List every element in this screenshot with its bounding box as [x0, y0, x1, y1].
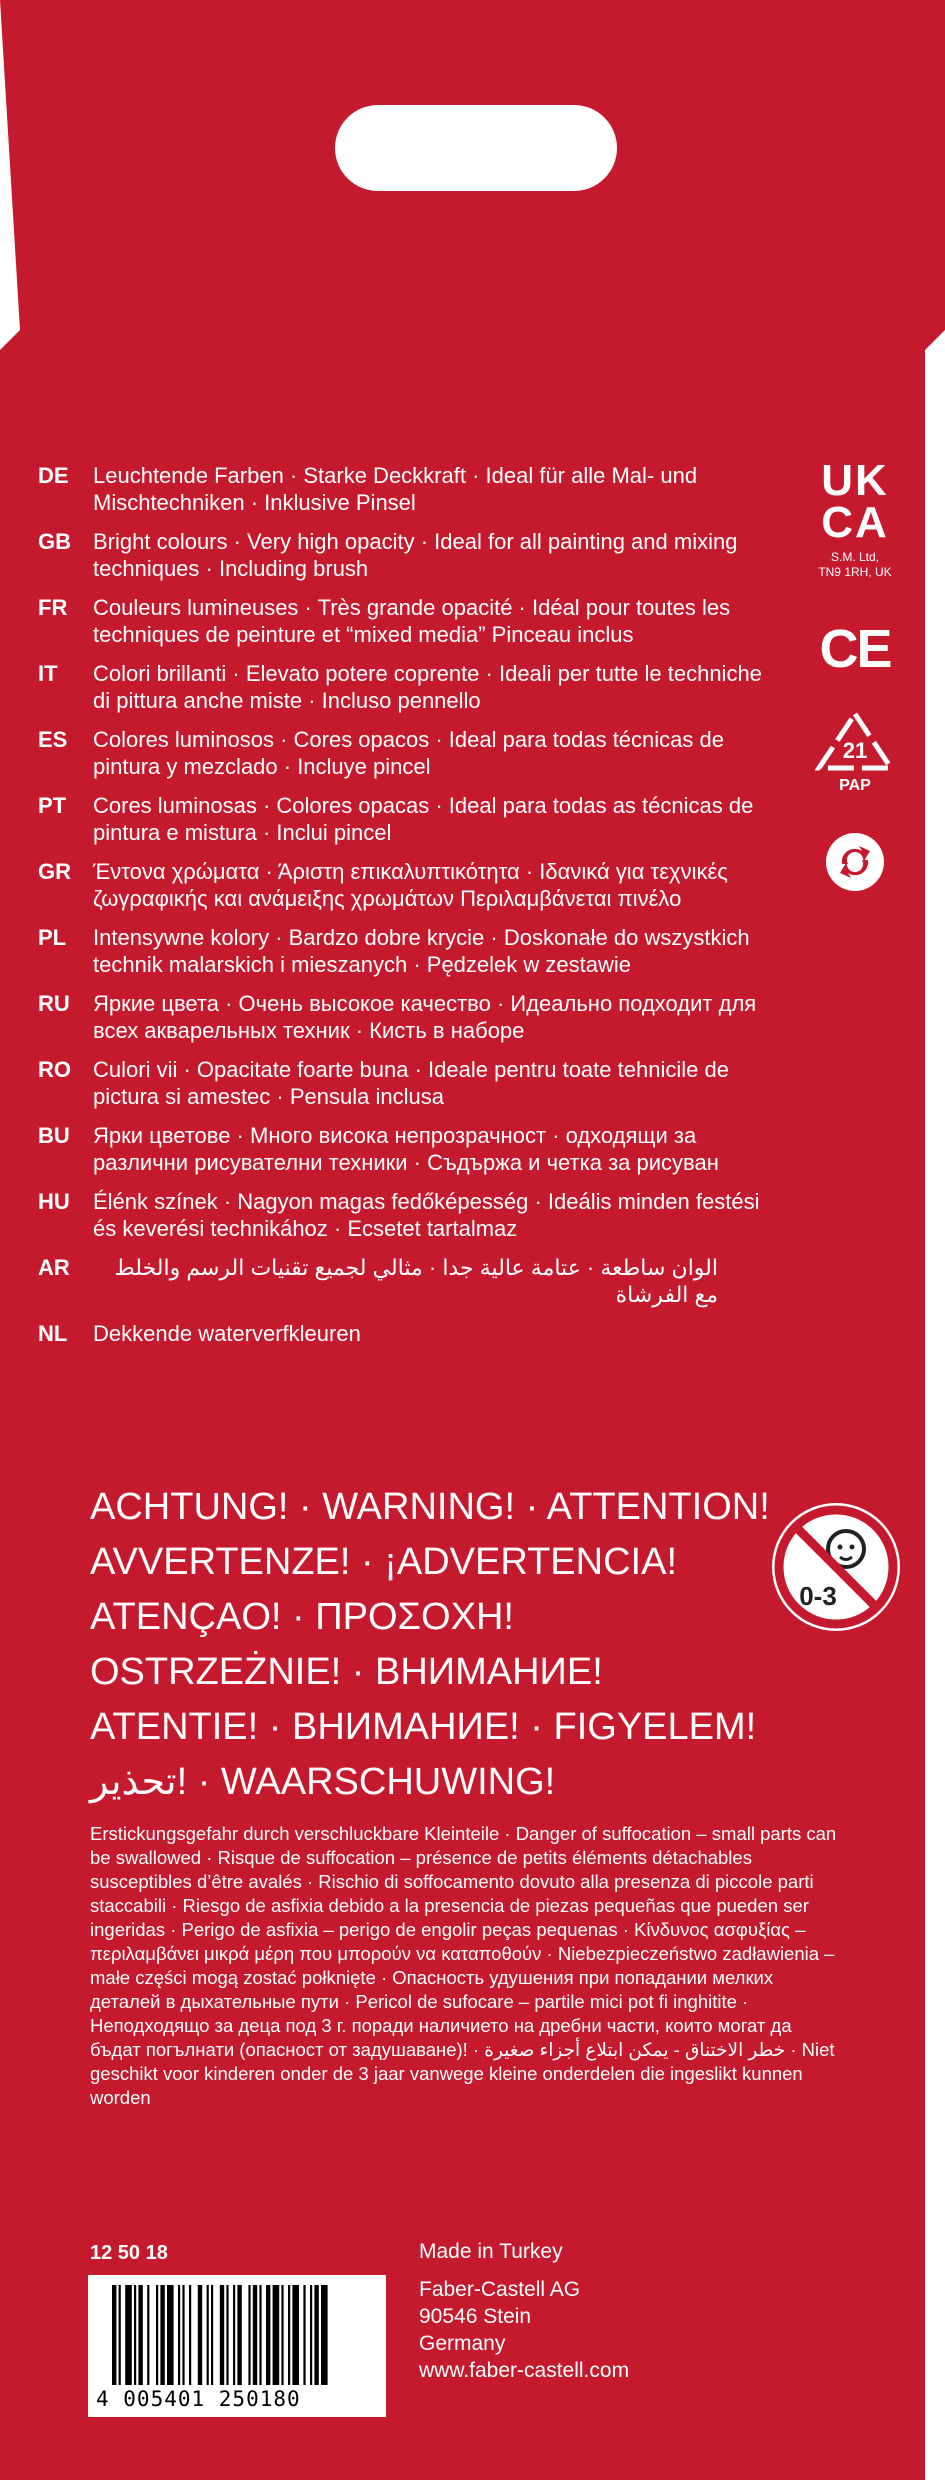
language-code: HU [38, 1189, 70, 1214]
language-code: DE [38, 463, 69, 488]
language-text: Cores luminosas · Colores opacas · Ideal para todas as técnicas de pintura e mistura · Inclui pincel [93, 793, 754, 845]
hang-hole [335, 105, 617, 191]
language-text: Ярки цветове · Много висока непрозрачност · одходящи за различни рисувателни техники · Съдържа и четка за рисуван [93, 1123, 719, 1175]
language-row-gr [38, 858, 778, 912]
warning-headings [90, 1480, 780, 1810]
barcode-bar [281, 2285, 283, 2385]
language-row-pl [38, 924, 778, 978]
language-text: Élénk színek · Nagyon magas fedőképesség · Ideális minden festési és keverési technikához · Ecsetet tartalmaz [93, 1189, 760, 1241]
barcode-bar [314, 2285, 318, 2385]
warning-line: ATENÇAO! · ΠΡΟΣΟΧΗ! [90, 1596, 514, 1638]
language-code: PT [38, 793, 67, 818]
barcode-bar [125, 2285, 132, 2385]
barcode-bar [189, 2285, 191, 2385]
barcode-bar [259, 2285, 261, 2385]
company-city: 90546 Stein [419, 2305, 532, 2328]
language-text: Couleurs lumineuses · Très grande opacité · Idéal pour toutes les techniques de peinture et “mixed media” Pinceau inclus [93, 595, 731, 647]
barcode-bar [237, 2285, 241, 2385]
choking-hazard-text: Erstickungsgefahr durch verschluckbare Kleinteile · Danger of suffocation – small parts can be swallowed · Risque de suffocation – présence de petits éléments détachables susceptibles d’être avalés · Rischio di soffocamento dovuto alla presenza di piccole parti staccabili · Riesgo de asfixia debido a la presencia de piezas pequeñas que pueden ser ingeridas · Perigo de asfixia – perigo de engolir peças pequenas · Κίνδυνος ασφυξίας – περιλαμβάνει μικρά μέρη που μπορούν να καταποθούν · Niebezpieczeństwo zadławienia – małe części mogą zostać połknięte · Опасность удушения при попадании мелких деталей в дыхательные пути · Pericol de sufocare – partile mici pot fi inghitite · Неподходящо за деца под 3 г. поради наличието на дребни части, които могат да бъдат погълнати (опасност от задушаване)! · خطر الاختناق - يمكن ابتلاع أجزاء صغيرة · Niet geschikt voor kinderen onder de 3 jaar vanwege kleine onderdelen die ingeslikt kunnen worden [90, 1823, 837, 2108]
warning-line: AVVERTENZE! · ¡ADVERTENCIA! [90, 1541, 677, 1583]
barcode-bar [198, 2285, 202, 2385]
barcode [88, 2275, 386, 2417]
barcode-bar [207, 2285, 209, 2385]
pap-symbol [790, 710, 920, 795]
barcode-bar [220, 2285, 224, 2385]
article-number: 12 50 18 [90, 2242, 168, 2264]
company-country: Germany [419, 2332, 506, 2355]
no-under-3-icon [766, 1497, 906, 1637]
barcode-bar [211, 2285, 213, 2385]
barcode-bar [273, 2285, 280, 2385]
barcode-bar [182, 2285, 184, 2385]
barcode-number: 4 005401 250180 [96, 2387, 301, 2411]
barcode-bar [156, 2285, 158, 2385]
language-text: Dekkende waterverfkleuren [93, 1321, 361, 1346]
language-text: Έντονα χρώματα · Άριστη επικαλυπτικότητα · Ιδανικά για τεχνικές ζωγραφικής και ανάμειξης χρωμάτων Περιλαμβάνεται πινέλο [93, 859, 728, 911]
language-text: Leuchtende Farben · Starke Deckkraft · Ideal für alle Mal- und Mischtechniken · Inklusive Pinsel [93, 463, 698, 515]
pap-label: PAP [839, 777, 871, 794]
green-dot-icon [824, 831, 886, 893]
green-dot-mark [790, 831, 920, 893]
language-code: GR [38, 859, 71, 884]
company-website[interactable]: www.faber-castell.com [419, 2359, 630, 2382]
language-code: BU [38, 1123, 70, 1148]
language-code: IT [38, 661, 58, 686]
language-code: AR [38, 1255, 70, 1280]
barcode-bar [160, 2285, 164, 2385]
certification-marks [790, 456, 920, 893]
language-text: Яркие цвета · Очень высокое качество · Идеально подходит для всех акварельных техник · Кисть в наборе [93, 991, 757, 1043]
language-row-it [38, 660, 778, 714]
language-row-nl [38, 1320, 778, 1347]
warning-line: OSTRZEŻNIE! · ВНИМАНИЕ! [90, 1651, 603, 1693]
recycle-triangle-icon [815, 710, 895, 772]
barcode-bar [112, 2285, 116, 2385]
made-in: Made in Turkey [419, 2240, 563, 2263]
barcode-bar [292, 2285, 299, 2385]
language-code: FR [38, 595, 68, 620]
barcode-bar [138, 2285, 142, 2385]
language-code: ES [38, 727, 68, 752]
barcode-bar [167, 2285, 174, 2385]
barcode-bar [226, 2285, 228, 2385]
company-name: Faber-Castell AG [419, 2278, 581, 2301]
language-text: Colores luminosos · Cores opacos · Ideal para todas técnicas de pintura y mezclado · Incluye pincel [93, 727, 724, 779]
ukca-address: S.M. Ltd, TN9 1RH, UK [818, 550, 892, 579]
language-row-ar [38, 1254, 778, 1308]
language-row-hu [38, 1188, 778, 1242]
manufacturer-info [419, 2238, 629, 2384]
language-code: RU [38, 991, 70, 1016]
age-label: 0-3 [799, 1581, 837, 1611]
language-code: NL [38, 1321, 68, 1346]
language-text: Intensywne kolory · Bardzo dobre krycie · Doskonałe do wszystkich technik malarskich i mieszanych · Pędzelek w zestawie [93, 925, 750, 977]
language-row-es [38, 726, 778, 780]
barcode-bar [288, 2285, 290, 2385]
barcode-bar [266, 2285, 270, 2385]
language-row-ru [38, 990, 778, 1044]
warning-line: ACHTUNG! · WARNING! · ATTENTION! [90, 1486, 770, 1528]
ukca-mark: UK CA [821, 456, 889, 547]
language-row-bu [38, 1122, 778, 1176]
language-descriptions [38, 462, 778, 1359]
language-code: GB [38, 529, 71, 554]
barcode-bar [321, 2285, 328, 2385]
barcode-bar [253, 2285, 257, 2385]
language-row-gb [38, 528, 778, 582]
ce-mark: CE [819, 619, 891, 679]
barcode-bar [134, 2285, 136, 2385]
language-text: Culori vii · Opacitate foarte buna · Ideale pentru toate tehnicile de pictura si amestec · Pensula inclusa [93, 1057, 729, 1109]
language-row-de [38, 462, 778, 516]
warning-line: ATENTIE! · ВНИМАНИЕ! · FIGYELEM! [90, 1706, 757, 1748]
barcode-bar [248, 2285, 250, 2385]
language-row-fr [38, 594, 778, 648]
language-code: RO [38, 1057, 71, 1082]
language-row-ro [38, 1056, 778, 1110]
language-text: Bright colours · Very high opacity · Ideal for all painting and mixing techniques · Including brush [93, 529, 738, 581]
language-code: PL [38, 925, 67, 950]
barcode-bar [178, 2285, 180, 2385]
barcode-bar [147, 2285, 149, 2385]
barcode-bar [233, 2285, 235, 2385]
barcode-bar [119, 2285, 121, 2385]
pap-number: 21 [842, 738, 868, 763]
barcode-bar [310, 2285, 312, 2385]
language-text: الوان ساطعة · عتامة عالية جدا · مثالي لجميع تقنيات الرسم والخلط مع الفرشاة [114, 1255, 718, 1307]
language-row-pt [38, 792, 778, 846]
language-text: Colori brillanti · Elevato potere coprente · Ideali per tutte le techniche di pittura anche miste · Incluso pennello [93, 661, 762, 713]
age-warning-symbol [766, 1497, 906, 1642]
barcode-bar [303, 2285, 305, 2385]
warning-line: تحذير! · WAARSCHUWING! [90, 1761, 556, 1803]
